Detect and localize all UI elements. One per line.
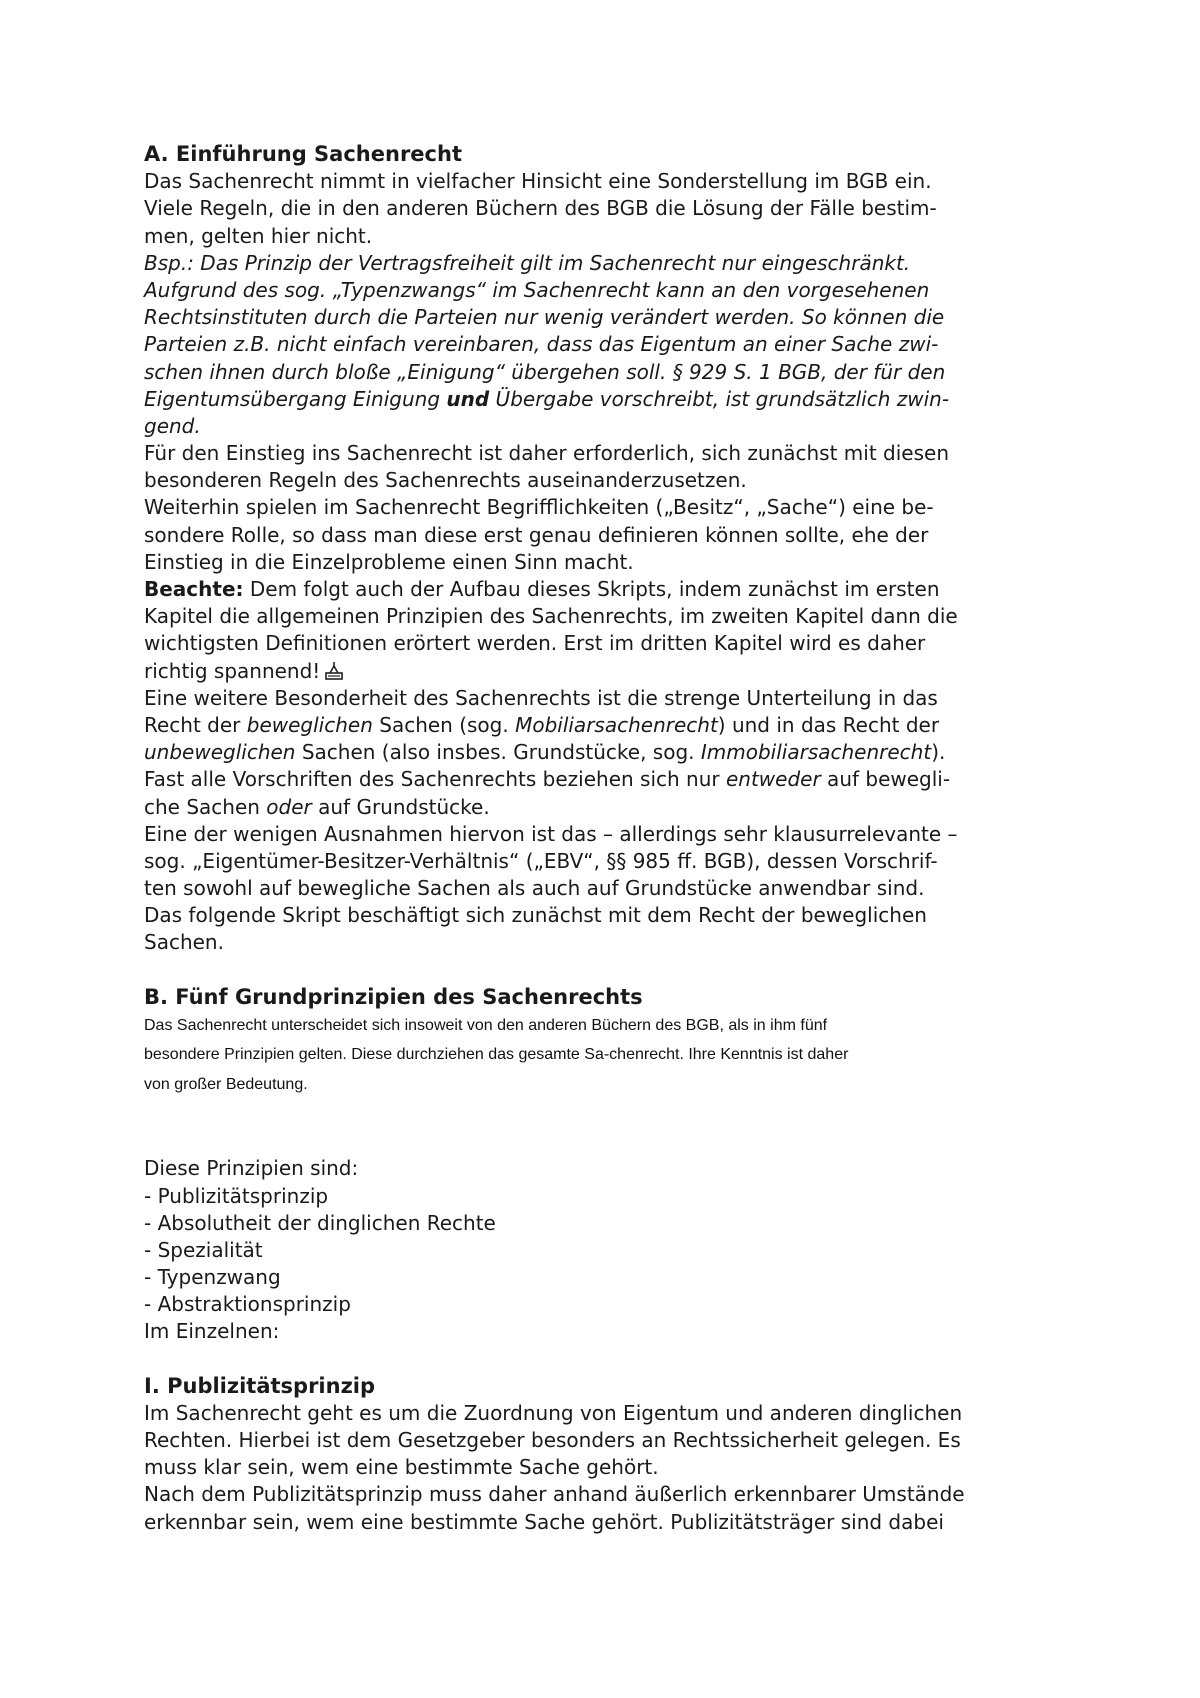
beachte-text: Dem folgt auch der Aufbau dieses Skripts, indem zunächst im ersten (243, 577, 940, 601)
paragraph-line: Weiterhin spielen im Sachenrecht Begrifflichkeiten („Besitz“, „Sache“) eine be- (144, 495, 934, 520)
paragraph-line (144, 766, 1074, 793)
list-outro: Im Einzelnen: (144, 1319, 280, 1344)
list-item: - Abstraktionsprinzip (144, 1292, 351, 1317)
paragraph-line: Im Sachenrecht geht es um die Zuordnung von Eigentum und anderen dinglichen (144, 1400, 963, 1425)
example-line: gend. (144, 413, 201, 438)
example-line (144, 386, 1074, 413)
list-intro: Diese Prinzipien sind: (144, 1156, 359, 1181)
beachte-line (144, 576, 1074, 603)
text-span: ). (931, 740, 946, 765)
intro-line: besondere Prinzipien gelten. Diese durchziehen das gesamte Sa-chenrecht. Ihre Kenntnis ist daher (144, 1046, 849, 1064)
intro-line: Das Sachenrecht unterscheidet sich insoweit von den anderen Büchern des BGB, als in ihm fünf (144, 1016, 828, 1034)
text-span: auf bewegli- (820, 767, 951, 792)
sweating-smiley-icon (324, 661, 344, 681)
example-line: Aufgrund des sog. „Typenzwangs“ im Sachenrecht kann an den vorgesehenen (144, 277, 930, 302)
paragraph-line: Das Sachenrecht nimmt in vielfacher Hinsicht eine Sonderstellung im BGB ein. (144, 169, 932, 194)
text-span: Fast alle Vorschriften des Sachenrechts beziehen sich nur (144, 767, 726, 792)
paragraph-line: Eine der wenigen Ausnahmen hiervon ist das – allerdings sehr klausurrelevante – (144, 821, 958, 846)
paragraph-line (144, 712, 1074, 739)
example-text: Eigentumsübergang Einigung (144, 386, 447, 411)
paragraph-line: Für den Einstieg ins Sachenrecht ist daher erforderlich, sich zunächst mit diesen (144, 441, 949, 466)
beachte-line: Kapitel die allgemeinen Prinzipien des Sachenrechts, im zweiten Kapitel dann die (144, 604, 958, 629)
intro-line: von großer Bedeutung. (144, 1075, 308, 1093)
italic-term: oder (266, 794, 312, 819)
list-item: - Spezialität (144, 1237, 263, 1262)
spacer (144, 1099, 1074, 1155)
section-a-heading: A. Einführung Sachenrecht (144, 142, 462, 166)
beachte-label: Beachte: (144, 577, 244, 601)
example-text: Übergabe vorschreibt, ist grundsätzlich zwin- (489, 386, 950, 411)
emphasis-und: und (446, 386, 490, 411)
paragraph-line: sog. „Eigentümer-Besitzer-Verhältnis“ („EBV“, §§ 985 ff. BGB), dessen Vorschrif- (144, 848, 938, 873)
italic-term: entweder (725, 767, 821, 792)
list-item: - Typenzwang (144, 1265, 281, 1290)
paragraph-line: Rechten. Hierbei ist dem Gesetzgeber besonders an Rechtssicherheit gelegen. Es (144, 1428, 961, 1452)
document-page (144, 141, 1074, 1536)
paragraph-line: sondere Rolle, so dass man diese erst genau definieren können sollte, ehe der (144, 522, 929, 547)
beachte-line: wichtigsten Definitionen erörtert werden. Erst im dritten Kapitel wird es daher (144, 631, 926, 656)
paragraph-line: Sachen. (144, 930, 224, 955)
paragraph-line: Eine weitere Besonderheit des Sachenrechts ist die strenge Unterteilung in das (144, 685, 938, 710)
paragraph-line: Viele Regeln, die in den anderen Büchern des BGB die Lösung der Fälle bestim- (144, 196, 937, 221)
paragraph-line: ten sowohl auf bewegliche Sachen als auch auf Grundstücke anwendbar sind. (144, 876, 925, 901)
example-line: Bsp.: Das Prinzip der Vertragsfreiheit gilt im Sachenrecht nur eingeschränkt. (144, 250, 911, 275)
example-line: schen ihnen durch bloße „Einigung“ übergehen soll. § 929 S. 1 BGB, der für den (144, 359, 946, 384)
text-span: ) und in das Recht der (717, 712, 940, 737)
spacer (144, 1346, 1074, 1373)
paragraph-line: erkennbar sein, wem eine bestimmte Sache gehört. Publizitätsträger sind dabei (144, 1509, 944, 1534)
section-i-heading: I. Publizitätsprinzip (144, 1373, 376, 1398)
paragraph-line: men, gelten hier nicht. (144, 223, 373, 248)
beachte-line (144, 658, 1074, 685)
paragraph-line: Einstieg in die Einzelprobleme einen Sinn macht. (144, 549, 634, 574)
text-span: Sachen (sog. (372, 712, 516, 737)
text-span: Recht der (144, 712, 247, 737)
italic-term: Immobiliarsachenrecht (700, 740, 932, 765)
example-line: Rechtsinstituten durch die Parteien nur wenig verändert werden. So können die (144, 305, 945, 330)
italic-term: Mobiliarsachenrecht (515, 712, 718, 737)
spacer (144, 957, 1074, 984)
paragraph-line: Nach dem Publizitätsprinzip muss daher anhand äußerlich erkennbarer Umstände (144, 1482, 965, 1507)
list-item: - Publizitätsprinzip (144, 1183, 329, 1208)
paragraph-line (144, 739, 1074, 766)
italic-term: unbeweglichen (144, 740, 296, 765)
paragraph-line (144, 794, 1074, 821)
text-span: che Sachen (144, 794, 267, 819)
example-line: Parteien z.B. nicht einfach vereinbaren, dass das Eigentum an einer Sache zwi- (144, 332, 939, 357)
text-span: auf Grundstücke. (311, 794, 490, 819)
beachte-text: richtig spannend! (144, 658, 321, 683)
paragraph-line: muss klar sein, wem eine bestimmte Sache gehört. (144, 1455, 659, 1480)
list-item: - Absolutheit der dinglichen Rechte (144, 1210, 496, 1235)
paragraph-line: Das folgende Skript beschäftigt sich zunächst mit dem Recht der beweglichen (144, 903, 927, 928)
italic-term: beweglichen (246, 712, 373, 737)
text-span: Sachen (also insbes. Grundstücke, sog. (295, 740, 701, 765)
section-b-heading: B. Fünf Grundprinzipien des Sachenrechts (144, 984, 643, 1009)
paragraph-line: besonderen Regeln des Sachenrechts auseinanderzusetzen. (144, 468, 747, 493)
